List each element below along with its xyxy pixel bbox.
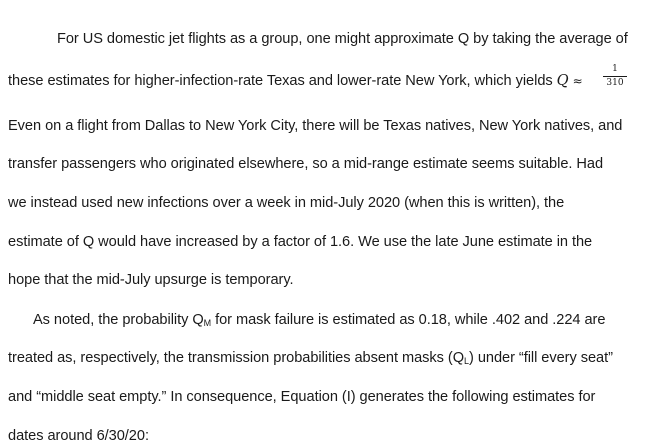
fraction-numerator: 1 — [612, 64, 618, 74]
paragraph2-line1-b: for mask failure is estimated as 0.18, while .402 and .224 are — [211, 312, 606, 328]
paragraph1-line3: Even on a flight from Dallas to New York City, there will be Texas natives, New York natives, and — [8, 118, 623, 134]
subscript-l: L — [464, 356, 470, 366]
paragraph2-line2-b: ) under “fill every seat” — [469, 350, 613, 366]
paragraph1-line7: hope that the mid-July upsurge is temporary. — [8, 272, 294, 288]
paragraph1-line5: we instead used new infections over a week in mid-July 2020 (when this is written), the — [8, 195, 565, 211]
paragraph2-line2 — [8, 349, 613, 370]
fraction-denominator: 310 — [606, 78, 624, 88]
paragraph2-line1-a: As noted, the probability Q — [33, 312, 204, 328]
fraction-one-over-310 — [603, 64, 627, 89]
paragraph1-line1: For US domestic jet flights as a group, one might approximate Q by taking the average of — [57, 31, 628, 47]
paragraph2-line1 — [33, 311, 605, 332]
approx-symbol: ≈ — [572, 74, 583, 88]
paragraph1-line4: transfer passengers who originated elsewhere, so a mid-range estimate seems suitable. Had — [8, 156, 604, 172]
paragraph2-line3: and “middle seat empty.” In consequence, Equation (I) generates the following estimates for — [8, 389, 596, 405]
paragraph2-line2-a: treated as, respectively, the transmission probabilities absent masks (Q — [8, 350, 465, 366]
paragraph1-line6: estimate of Q would have increased by a factor of 1.6. We use the late June estimate in the — [8, 234, 593, 250]
paragraph1-line2 — [8, 72, 583, 90]
paragraph1-line2-text: these estimates for higher-infection-rate Texas and lower-rate New York, which yields — [8, 73, 553, 89]
paragraph2-line4: dates around 6/30/20: — [8, 428, 149, 444]
subscript-m: M — [203, 318, 212, 328]
fraction-bar — [603, 76, 627, 77]
variable-q: Q — [556, 72, 569, 89]
